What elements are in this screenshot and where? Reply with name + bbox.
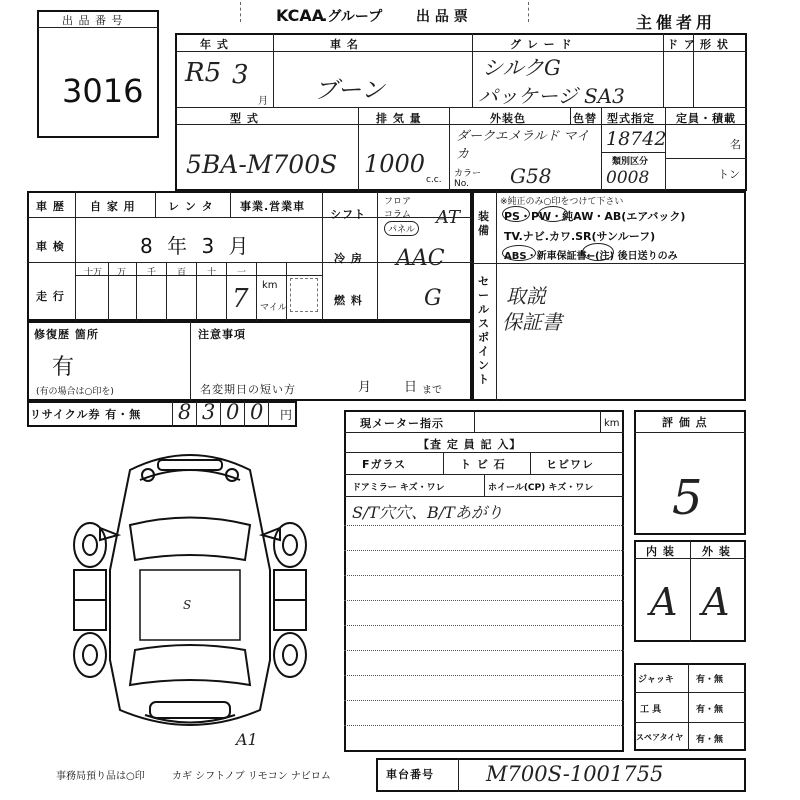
history-business: 事業.営業車 bbox=[240, 200, 306, 213]
exterior-grade-label: 外 装 bbox=[702, 545, 731, 558]
color-no-value: G58 bbox=[510, 164, 552, 188]
capacity-unit1: 名 bbox=[730, 138, 741, 151]
shift-label: シフト bbox=[330, 208, 366, 221]
mileage-value: 7 bbox=[232, 284, 249, 314]
repair-value: 有 bbox=[52, 355, 75, 380]
car-diagram bbox=[60, 440, 320, 750]
inspection-value: 8 年 3 月 bbox=[140, 234, 253, 258]
sheet-title: 出 品 票 bbox=[416, 9, 468, 25]
mileage-unit-5: 一 bbox=[237, 268, 247, 278]
spare-label: スペアタイヤ bbox=[636, 733, 684, 742]
color-no-label: カラー No. bbox=[454, 169, 482, 189]
equipment-label: 装備 bbox=[478, 210, 489, 237]
recycle-unit: 円 bbox=[280, 408, 293, 422]
door-label: ド ア bbox=[667, 38, 696, 51]
fuel-value: G bbox=[424, 286, 442, 311]
crack-label: ヒビワレ bbox=[546, 458, 594, 471]
equipment-note: ※純正のみ○印をつけて下さい bbox=[500, 197, 624, 207]
inspection-remark: S/T穴穴、B/Tあがり bbox=[352, 503, 503, 522]
chassis-label: 車台番号 bbox=[386, 768, 434, 781]
inspection-label: 車 検 bbox=[36, 240, 65, 253]
spare-yn: 有・無 bbox=[696, 735, 724, 745]
chassis-number: M700S-1001755 bbox=[486, 762, 664, 786]
host-label: 主催者用 bbox=[636, 13, 717, 32]
capacity-label: 定員・積載 bbox=[676, 112, 736, 125]
month-unit: 月 bbox=[258, 96, 268, 107]
equipment-row3: ABS・新車保証書←(注) 後日送りのみ bbox=[504, 251, 678, 262]
tool-label: 工 具 bbox=[640, 705, 662, 715]
diagram-mark-a1: A1 bbox=[236, 730, 258, 749]
equipment-row2: TV.ナビ.カワ.SR(サンルーフ) bbox=[504, 230, 656, 243]
sales-point-2: 保証書 bbox=[502, 310, 562, 334]
jack-yn: 有・無 bbox=[696, 675, 724, 685]
recycle-digit-3: 0 bbox=[250, 400, 264, 424]
meter-label: 現メーター指示 bbox=[360, 417, 444, 430]
mile-label: マイル bbox=[260, 303, 287, 313]
designation-value: 18742 bbox=[606, 128, 667, 150]
exterior-grade: A bbox=[702, 580, 730, 624]
mileage-unit-2: 千 bbox=[147, 268, 157, 278]
equipment-row1: PS・PW・純AW・AB(エアバック) bbox=[504, 210, 686, 223]
designation-label: 型式指定 bbox=[607, 112, 655, 125]
mileage-unit-3: 百 bbox=[177, 268, 187, 278]
meter-km: km bbox=[604, 418, 620, 429]
capacity-unit2: トン bbox=[718, 168, 740, 181]
grade-label: グ レ ー ド bbox=[510, 38, 573, 51]
recycle-digit-1: 3 bbox=[202, 400, 216, 424]
expiry-day: 日 bbox=[404, 380, 418, 395]
jack-label: ジャッキ bbox=[638, 675, 674, 685]
repair-label: 修復歴 箇所 bbox=[34, 328, 99, 341]
paint-label: 色替 bbox=[573, 112, 597, 125]
mileage-unit-4: 十 bbox=[207, 268, 217, 278]
name-label: 車 名 bbox=[330, 38, 359, 51]
interior-label: 内 装 bbox=[646, 545, 675, 558]
shape-label: 形 状 bbox=[700, 38, 729, 51]
history-rental: レ ン タ bbox=[168, 200, 214, 213]
office-note: 事務局預り品は○印 bbox=[56, 771, 145, 782]
category-label: 類別区分 bbox=[612, 157, 649, 167]
score-value: 5 bbox=[672, 470, 703, 526]
mileage-unit-1: 万 bbox=[117, 268, 127, 278]
grade-line2: パッケージ SA3 bbox=[478, 84, 625, 108]
expiry-suffix: まで bbox=[422, 385, 442, 396]
history-label: 車 歴 bbox=[36, 200, 65, 213]
mileage-unit-0: 十万 bbox=[84, 268, 103, 278]
score-label: 評 価 点 bbox=[662, 416, 708, 429]
cc-unit: c.c. bbox=[426, 175, 442, 185]
org-name: KCAA bbox=[276, 6, 325, 25]
recycle-digit-2: 0 bbox=[226, 400, 240, 424]
vehicle-name: ブーン bbox=[314, 76, 385, 104]
expiry-label: 名変期日の短い方 bbox=[200, 383, 296, 396]
ac-label: 冷 房 bbox=[334, 252, 363, 265]
shift-panel: パネル bbox=[384, 221, 419, 236]
displacement-label: 排 気 量 bbox=[376, 112, 422, 125]
office-items: カギ シフトノブ リモコン ナビロム bbox=[172, 771, 331, 782]
wheel-label: ホイール(CP) キズ・ワレ bbox=[488, 483, 594, 493]
exterior-value: ダークエメラルド マイカ bbox=[456, 129, 590, 162]
recycle-digit-0: 8 bbox=[178, 400, 192, 424]
mirror-label: ドアミラー キズ・ワレ bbox=[352, 483, 445, 493]
diagram-mark-s: S bbox=[183, 598, 192, 612]
caution-label: 注意事項 bbox=[198, 328, 246, 341]
shift-floor: フロア bbox=[384, 197, 412, 207]
km-label: km bbox=[262, 280, 278, 291]
shift-value: AT bbox=[436, 207, 461, 228]
model-value: 5BA-M700S bbox=[186, 150, 338, 179]
month-value: 3 bbox=[232, 60, 249, 90]
mileage-label: 走 行 bbox=[36, 290, 65, 303]
group-name: .グループ bbox=[322, 9, 383, 25]
recycle-label: リサイクル券 有・無 bbox=[30, 408, 142, 421]
year-value: R5 bbox=[185, 58, 222, 88]
lot-number: 3016 bbox=[62, 72, 144, 110]
sales-point-label: セールスポイント bbox=[478, 275, 489, 386]
displacement-value: 1000 bbox=[364, 150, 426, 178]
expiry-month: 月 bbox=[358, 380, 372, 395]
interior-grade: A bbox=[650, 580, 678, 624]
shift-column: コラム bbox=[384, 210, 411, 220]
glass-label: Fガラス bbox=[362, 458, 407, 471]
inspector-label: 【査 定 員 記 入】 bbox=[418, 438, 522, 451]
exterior-label: 外装色 bbox=[490, 112, 526, 125]
history-private: 自 家 用 bbox=[90, 200, 136, 213]
model-label: 型 式 bbox=[230, 112, 259, 125]
ac-value: AAC bbox=[396, 246, 445, 271]
fuel-label: 燃 料 bbox=[334, 294, 363, 307]
chip-label: ト ビ 石 bbox=[460, 458, 506, 471]
category-value: 0008 bbox=[606, 168, 650, 188]
tool-yn: 有・無 bbox=[696, 705, 724, 715]
lot-number-label: 出 品 番 号 bbox=[62, 14, 124, 27]
sales-point-1: 取説 bbox=[506, 284, 546, 308]
repair-note: (有の場合は○印を) bbox=[36, 387, 114, 397]
grade-line1: シルクG bbox=[482, 56, 561, 80]
year-label: 年 式 bbox=[200, 38, 229, 51]
